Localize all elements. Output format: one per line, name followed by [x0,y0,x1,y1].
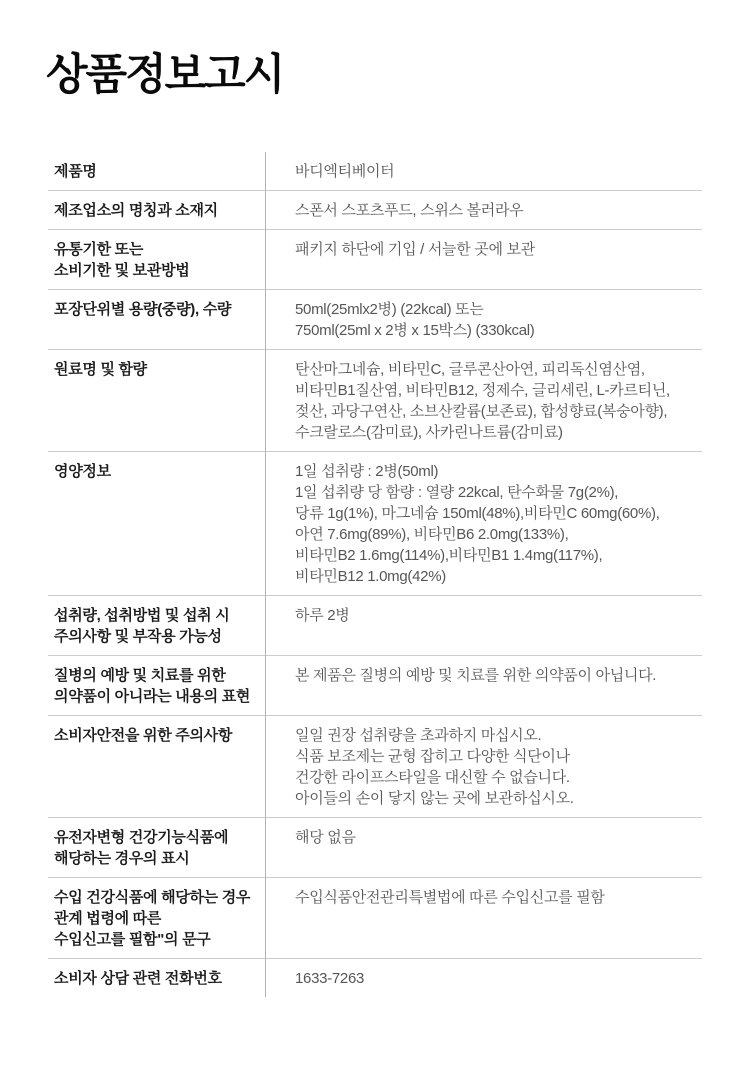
row-label [48,656,265,715]
row-label-line: 유전자변형 건강기능식품에 [54,829,229,846]
row-value-line: 아이들의 손이 닿지 않는 곳에 보관하십시오. [295,790,574,807]
table-row [48,152,702,190]
table-row [48,715,702,817]
row-label-line: 수입신고를 필함"의 문구 [54,931,211,948]
row-value-line: 본 제품은 질병의 예방 및 치료를 위한 의약품이 아닙니다. [295,667,657,684]
row-value-line: 수크랄로스(감미료), 사카린나트륨(감미료) [295,424,563,441]
page-title: 상품정보고시 [46,51,284,99]
row-value-line: 패키지 하단에 기입 / 서늘한 곳에 보관 [295,241,535,258]
row-value [265,350,702,451]
row-value-line: 비타민B2 1.6mg(114%),비타민B1 1.4mg(117%), [295,547,603,564]
table-row [48,877,702,958]
row-value [265,290,702,349]
row-value-line: 1633-7263 [295,970,365,987]
row-value-line: 식품 보조제는 균형 잡히고 다양한 식단이나 [295,748,570,765]
row-value-line: 하루 2병 [295,607,350,624]
row-label [48,191,265,229]
row-value-line: 수입식품안전관리특별법에 따른 수입신고를 필함 [295,889,605,906]
row-label-line: 포장단위별 용량(중량), 수량 [54,301,232,318]
row-label-line: 유통기한 또는 [54,241,144,258]
table-row [48,190,702,229]
row-value [265,818,702,877]
row-label-line: 소비자 상담 관련 전화번호 [54,970,222,987]
row-value-line: 건강한 라이프스타일을 대신할 수 없습니다. [295,769,570,786]
row-value [265,152,702,190]
row-label-line: 소비자안전을 위한 주의사항 [54,727,233,744]
table-row [48,817,702,877]
row-label-line: 주의사항 및 부작용 가능성 [54,628,222,645]
row-value-line: 비타민B1질산염, 비타민B12, 정제수, 글리세린, L-카르티닌, [295,382,670,399]
table-row [48,349,702,451]
row-value [265,452,702,595]
row-value-line: 젖산, 과당구연산, 소브산칼륨(보존료), 합성향료(복숭아향), [295,403,668,420]
row-label-line: 제조업소의 명칭과 소재지 [54,202,218,219]
row-label-line: 원료명 및 함량 [54,361,147,378]
table-row [48,229,702,289]
table-row [48,655,702,715]
row-label [48,350,265,451]
row-value [265,656,702,715]
row-label-line: 영양정보 [54,463,111,480]
row-value-line: 바디엑티베이터 [295,163,395,180]
row-label [48,596,265,655]
row-value-line: 일일 권장 섭취량을 초과하지 마십시오. [295,727,542,744]
row-label [48,230,265,289]
row-label [48,959,265,997]
row-label [48,452,265,595]
row-label-line: 섭취량, 섭취방법 및 섭취 시 [54,607,230,624]
row-label [48,290,265,349]
table-row [48,595,702,655]
row-value [265,959,702,997]
row-value-line: 스폰서 스포츠푸드, 스위스 볼러라우 [295,202,524,219]
row-label-line: 제품명 [54,163,97,180]
row-label [48,716,265,817]
row-label-line: 소비기한 및 보관방법 [54,262,190,279]
table-row [48,289,702,349]
row-label-line: 관계 법령에 따른 [54,910,162,927]
row-value-line: 당류 1g(1%), 마그네슘 150ml(48%),비타민C 60mg(60%), [295,505,660,522]
row-value-line: 해당 없음 [295,829,356,846]
row-value-line: 50ml(25mlx2병) (22kcal) 또는 [295,301,484,318]
row-value [265,596,702,655]
row-value-line: 1일 섭취량 : 2병(50ml) [295,463,439,480]
row-value [265,716,702,817]
row-label-line: 질병의 예방 및 치료를 위한 [54,667,226,684]
table-row [48,451,702,595]
row-value [265,191,702,229]
row-value-line: 750ml(25ml x 2병 x 15박스) (330kcal) [295,322,535,339]
table-row [48,958,702,997]
row-value [265,878,702,958]
row-label [48,878,265,958]
row-value-line: 비타민B12 1.0mg(42%) [295,568,446,585]
row-value-line: 1일 섭취량 당 함량 : 열량 22kcal, 탄수화물 7g(2%), [295,484,619,501]
row-label-line: 해당하는 경우의 표시 [54,850,190,867]
product-info-table [48,152,702,997]
row-value-line: 아연 7.6mg(89%), 비타민B6 2.0mg(133%), [295,526,569,543]
row-label [48,818,265,877]
row-value [265,230,702,289]
row-value-line: 탄산마그네슘, 비타민C, 글루콘산아연, 피리독신염산염, [295,361,645,378]
row-label [48,152,265,190]
row-label-line: 수입 건강식품에 해당하는 경우 [54,889,251,906]
row-label-line: 의약품이 아니라는 내용의 표현 [54,688,251,705]
